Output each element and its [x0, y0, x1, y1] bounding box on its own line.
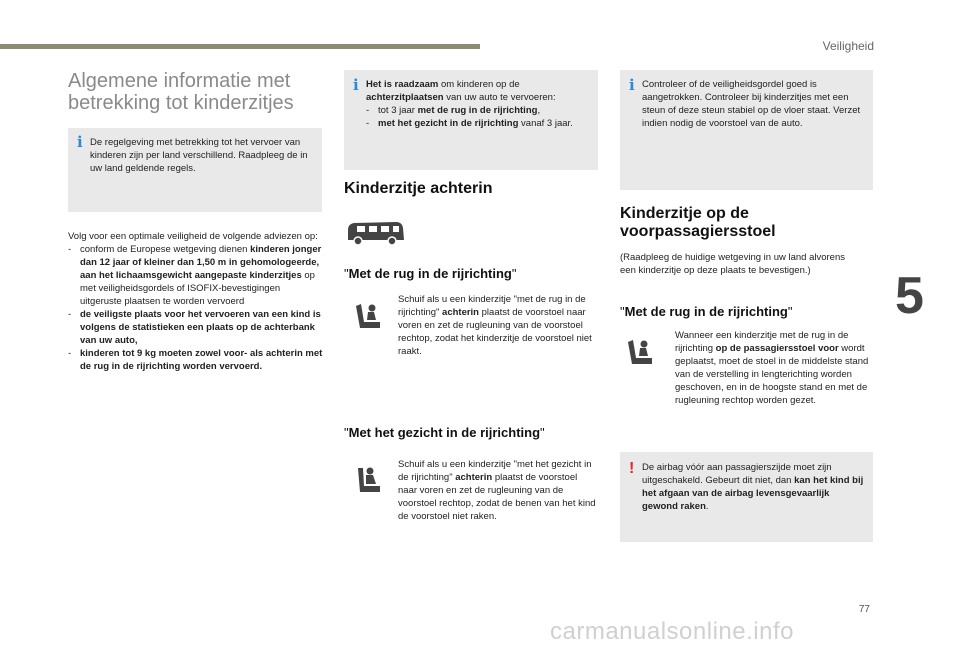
advice-block: [68, 230, 324, 373]
info-icon: i: [77, 133, 83, 151]
info-icon: i: [353, 76, 359, 94]
list-item: - conform de Europese wetgeving dienen kinderen jonger dan 12 jaar of kleiner dan 1,50 m in gehomologeerde, aan het lichaamsgewicht aangepaste kinderzitjes op met veiligheidsgordels of ISOFIX-bevestigingen uitgeruste plaatsen te worden vervoerd: [68, 244, 322, 307]
van-icon: [344, 218, 406, 248]
heading-rear-back: "Met de rug in de rijrichting": [344, 266, 517, 281]
page-number: 77: [858, 604, 870, 615]
chapter-number: 5: [895, 267, 924, 325]
heading-rear-seat: Kinderzitje achterin: [344, 180, 493, 197]
list-item: - met het gezicht in de rijrichting vanaf 3 jaar.: [366, 118, 573, 129]
info-text: Het is raadzaam om kinderen op de achterzitplaatsen van uw auto te vervoeren:: [366, 79, 556, 103]
rear-face-text: Schuif als u een kinderzitje "met het gezicht in de rijrichting" achterin plaatst de voorstoel naar voren en zet de rugleuning van de voorstoel rechtop, zodat de benen van het kind de voorstoel niet raken.: [398, 459, 596, 522]
section-label: Veiligheid: [822, 39, 874, 53]
front-back-text: Wanneer een kinderzitje met de rug in de rijrichting op de passagiersstoel voor wordt geplaatst, moet de stoel in de middelste stand van de verstelling in lengterichting worden geschoven, en in de hoogste stand en met de rugleuning rechtop worden gezet.: [675, 330, 869, 406]
front-intro: (Raadpleeg de huidige wetgeving in uw land alvorens een kinderzitje op deze plaats te bevestigen.): [620, 252, 845, 276]
heading-front-seat: Kinderzitje op de voorpassagiersstoel: [620, 205, 776, 240]
list-item: - tot 3 jaar met de rug in de rijrichting,: [366, 105, 541, 116]
header-bar: [0, 44, 480, 49]
info-box-regulations: [68, 128, 322, 212]
rear-facing-seat-icon: [350, 298, 386, 334]
advice-intro: Volg voor een optimale veiligheid de volgende adviezen op:: [68, 231, 318, 242]
warning-icon: !: [629, 460, 635, 477]
info-box-seatbelt: [620, 70, 873, 190]
forward-facing-seat-icon: [350, 462, 386, 498]
page-title: Algemene informatie met betrekking tot kinderzitjes: [68, 70, 294, 114]
list-item: - kinderen tot 9 kg moeten zowel voor- als achterin met de rug in de rijrichting worden vervoerd.: [68, 348, 323, 372]
front-rear-facing-seat-icon: [622, 334, 658, 370]
info-text: De regelgeving met betrekking tot het vervoer van kinderen zijn per land verschillend. Raadpleeg de in uw land geldende regels.: [90, 137, 308, 174]
heading-front-back: "Met de rug in de rijrichting": [620, 304, 793, 319]
info-icon: i: [629, 76, 635, 94]
heading-rear-face: "Met het gezicht in de rijrichting": [344, 425, 545, 440]
warning-box-airbag: ! De airbag vóór aan passagierszijde moet zijn uitgeschakeld. Gebeurt dit niet, dan kan het kind bij het afgaan van de airbag levensgevaarlijk gewond raken.: [620, 452, 873, 542]
rear-back-text: Schuif als u een kinderzitje "met de rug in de rijrichting" achterin plaatst de voorstoel naar voren en zet de rugleuning van de voorstoel rechtop, zodat het kinderzitje de voorstoel niet raakt.: [398, 294, 592, 357]
info-text: Controleer of de veiligheidsgordel goed is aangetrokken. Controleer bij kinderzitjes met een steun of deze steun stabiel op de vloer staat. Verzet indien nodig de voorstoel van de auto.: [642, 79, 861, 129]
info-box-rear-seats: [344, 70, 598, 170]
list-item: - de veiligste plaats voor het vervoeren van een kind is volgens de statistieken een plaats op de achterbank van uw auto,: [68, 309, 321, 346]
watermark: carmanualsonline.info: [550, 618, 794, 645]
